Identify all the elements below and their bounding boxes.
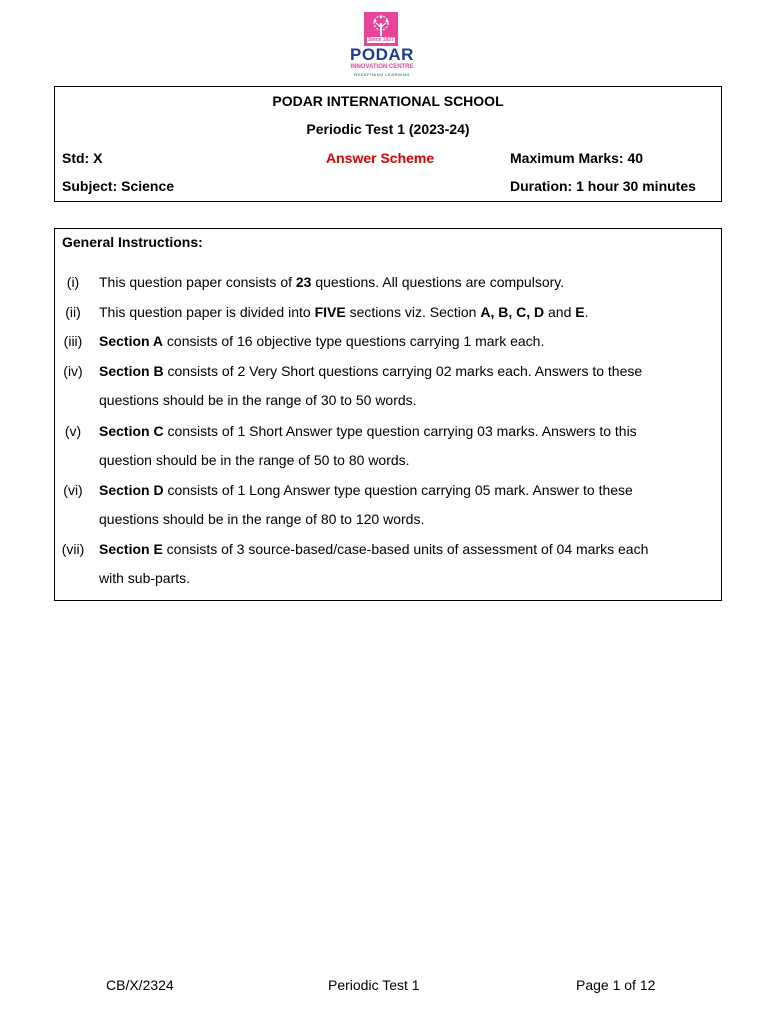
tree-logo-icon (364, 12, 398, 46)
school-name: PODAR INTERNATIONAL SCHOOL (272, 93, 504, 109)
logo-tagline: REDEFINING LEARNING (354, 72, 410, 77)
general-instructions-box: General Instructions: (i) This question paper consists of 23 questions. All questions are compulsory. (ii) This question paper is divided into FIVE sections viz. Section A, B, C, D and E. (iii) Section A consists of 16 objective type questions carrying 1 mark each. (iv) Section B consists of 2 Very Short questions carrying 02 marks each. Answers to these questions should be in the range of 30 to 50 words. (v) Section C consists of 1 Short Answer type question carrying 03 marks. Answers to this question should be in the range of 50 to 80 words. (vi) Section D consists of 1 Long Answer type question carrying 05 mark. Answer to these questions should be in the range of 80 to 120 words. (vii) Section E consists of 3 source-based/case-based units of assessment of 04 marks each with sub-parts. (54, 228, 722, 601)
logo-name: PODAR (350, 45, 414, 64)
subject-label: Subject: Science (62, 178, 175, 194)
school-logo (342, 12, 422, 80)
std-label: Std: X (62, 150, 103, 166)
duration-label: Duration: 1 hour 30 minutes (510, 178, 696, 194)
footer-title: Periodic Test 1 (328, 977, 420, 993)
exam-header-box (54, 86, 722, 202)
answer-scheme-label: Answer Scheme (326, 150, 435, 166)
test-title: Periodic Test 1 (2023-24) (306, 121, 470, 137)
max-marks-label: Maximum Marks: 40 (510, 150, 644, 166)
logo-since: Since 1927 (368, 37, 394, 43)
logo-subtitle: INNOVATION CENTRE (350, 64, 414, 70)
footer-code: CB/X/2324 (106, 977, 174, 993)
instructions-title: General Instructions: (62, 234, 203, 250)
footer-page-number: Page 1 of 12 (576, 977, 656, 993)
